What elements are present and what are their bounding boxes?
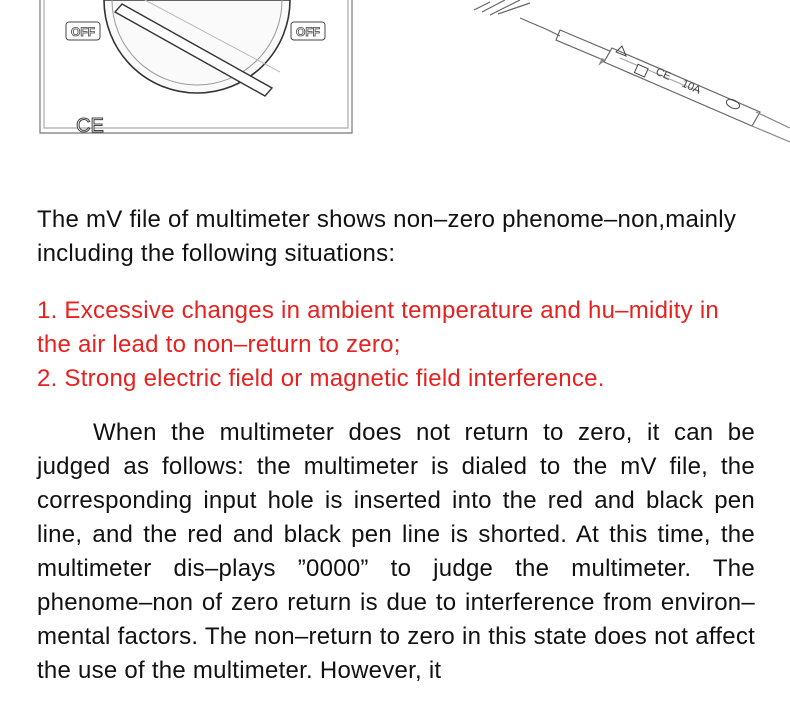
issue-item: 1. Excessive changes in ambient temperature and hu–midity in the air lead to non–return to zero; (37, 297, 720, 358)
probe-ce-mark: CE (653, 65, 673, 83)
ce-mark: CE (76, 115, 104, 137)
multimeter-illustration (0, 0, 790, 150)
explanation-paragraph (37, 416, 755, 688)
explanation-text: When the multimeter does not return to zero, it can be judged as follows: the multimeter is dialed to the mV file, the corresponding input hole is inserted into the red and black pen line, and the red and black pen line is shorted. At this time, the multimeter dis–plays ”0000” to judge the multimeter. The phenome–non of zero return is due to interference from environ–mental factors. The non–return to zero in this state does not affect the use of the multimeter. However, it (37, 419, 755, 684)
off-label-right-text: OFF (296, 25, 320, 39)
rotary-dial (104, 0, 290, 96)
off-label-left-text: OFF (71, 25, 95, 39)
test-probe-sketch (474, 0, 790, 142)
off-label-right (291, 22, 325, 40)
issues-list (37, 294, 755, 396)
issue-item: 2. Strong electric field or magnetic field interference. (37, 365, 605, 392)
off-label-left (66, 22, 100, 40)
probe-rating-text: 10A (679, 77, 703, 97)
intro-paragraph: The mV file of multimeter shows non–zero phenome–non,mainly including the following situations: (37, 206, 737, 267)
